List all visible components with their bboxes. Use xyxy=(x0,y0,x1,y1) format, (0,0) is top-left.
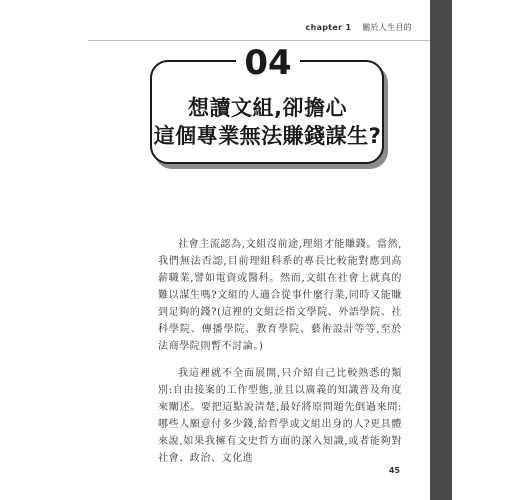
chapter-side-tab xyxy=(430,0,452,500)
chapter-title: 關於人生目的 xyxy=(362,23,412,32)
paragraph-1: 社會主流認為,文組沒前途,理組才能賺錢。當然,我們無法否認,目前理組科系的專長比較能對應到高薪職業,譬如電資或醫科。然而,文組在社會上就真的難以謀生嗎?文組的人適合從事什麼行業,同時又能賺到足夠的錢?(這裡的文組泛指文學院、外語學院、社科學院、傳播學院、教育學院、藝術設計等等,至於法商學院則暫不討論。) xyxy=(158,239,402,352)
title-line-1: 想讀文組,卻擔心 xyxy=(188,96,347,120)
paragraph-2: 我這裡就不全面展開,只介紹自己比較熟悉的類別:自由接案的工作型態,並且以廣義的知識普及角度來闡述。要把這點說清楚,最好將原問題先倒過來問:哪些人願意付多少錢,給哲學或文組出身的人?更具體來說,如果我擁有文史哲方面的深入知識,或者能夠對社會、政治、文化進 xyxy=(158,368,402,464)
book-page xyxy=(88,0,430,500)
header-rule xyxy=(88,40,430,41)
running-head xyxy=(306,22,412,33)
chapter-label: chapter 1 xyxy=(305,23,352,32)
body-text xyxy=(158,236,402,477)
page-number: 45 xyxy=(388,466,400,475)
section-number: 04 xyxy=(244,43,292,83)
title-line-2: 這個專業無法賺錢謀生? xyxy=(153,124,382,148)
